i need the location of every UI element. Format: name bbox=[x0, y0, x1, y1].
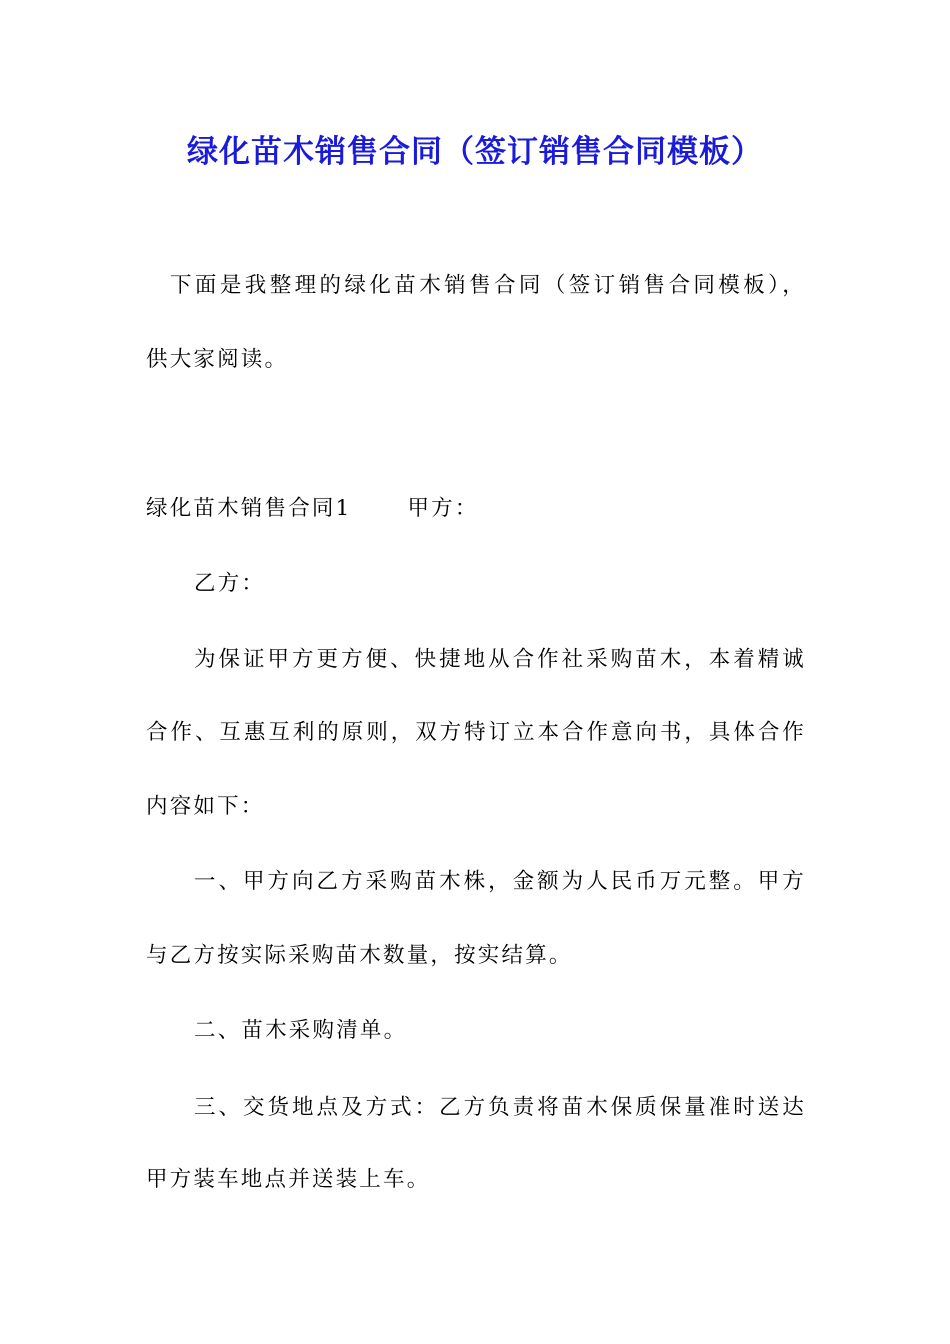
purpose-line-2: 合作、互惠互利的原则，双方特订立本合作意向书，具体合作 bbox=[146, 720, 806, 745]
clause-3-line-2: 甲方装车地点并送装上车。 bbox=[146, 1167, 431, 1192]
contract-name: 绿化苗木销售合同1 bbox=[146, 496, 352, 521]
intro-line-1: 下面是我整理的绿化苗木销售合同（签订销售合同模板）， bbox=[170, 273, 806, 298]
clause-3-line-1: 三、交货地点及方式：乙方负责将苗木保质保量准时送达 bbox=[194, 1095, 806, 1120]
purpose-line-1: 为保证甲方更方便、快捷地从合作社采购苗木，本着精诚 bbox=[194, 647, 806, 672]
clause-1-line-1: 一、甲方向乙方采购苗木株，金额为人民币万元整。甲方 bbox=[194, 869, 806, 894]
document-title: 绿化苗木销售合同（签订销售合同模板） bbox=[187, 134, 763, 170]
contract-heading bbox=[146, 493, 806, 525]
clause-2: 二、苗木采购清单。 bbox=[194, 1018, 408, 1043]
clause-1-line-2: 与乙方按实际采购苗木数量，按实结算。 bbox=[146, 943, 573, 968]
party-b-label: 乙方： bbox=[194, 571, 266, 596]
intro-line-2: 供大家阅读。 bbox=[146, 347, 289, 372]
party-a-label: 甲方： bbox=[407, 496, 479, 521]
purpose-line-3: 内容如下： bbox=[146, 794, 265, 819]
